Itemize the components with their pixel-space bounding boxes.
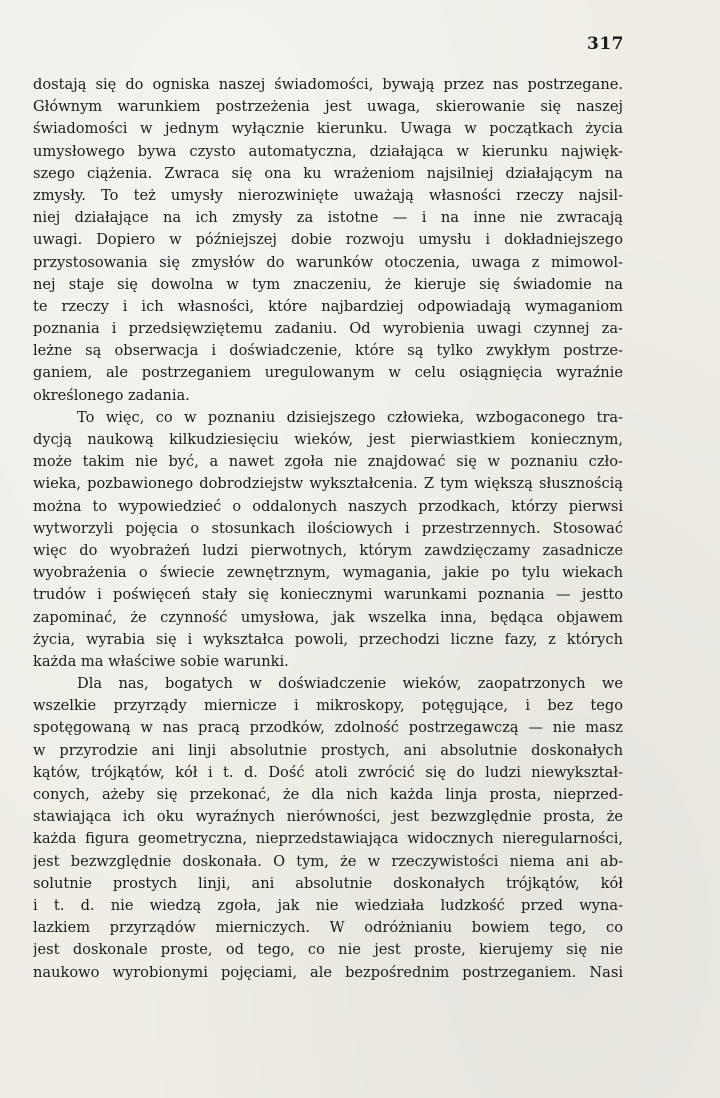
text-line: wieka, pozbawionego dobrodziejstw wykształcenia. Z tym większą słusznością bbox=[33, 475, 623, 493]
text-line: kątów, trójkątów, kół i t. d. Dość atoli zwrócić się do ludzi niewykształ- bbox=[33, 763, 623, 781]
text-line: wytworzyli pojęcia o stosunkach ilościowych i przestrzennych. Stosować bbox=[33, 519, 623, 537]
text-line: lazkiem przyrządów mierniczych. W odróżnianiu bowiem tego, co bbox=[33, 919, 623, 937]
text-line: Dla nas, bogatych w doświadczenie wieków, zaopatrzonych we bbox=[77, 675, 623, 693]
text-line: umysłowego bywa czysto automatyczna, działająca w kierunku najwięk- bbox=[33, 142, 623, 160]
text-line: świadomości w jednym wyłącznie kierunku. Uwaga w początkach życia bbox=[33, 120, 623, 138]
text-line: każda figura geometryczna, nieprzedstawiająca widocznych nieregularności, bbox=[33, 830, 623, 848]
text-line: i t. d. nie wiedzą zgoła, jak nie wiedziała ludzkość przed wyna- bbox=[33, 896, 623, 914]
text-line: To więc, co w poznaniu dzisiejszego człowieka, wzbogaconego tra- bbox=[77, 408, 623, 426]
text-line: dostają się do ogniska naszej świadomości, bywają przez nas postrzegane. bbox=[33, 76, 623, 93]
text-line: spotęgowaną w nas pracą przodków, zdolność postrzegawczą — nie masz bbox=[33, 719, 623, 737]
text-line: niej działające na ich zmysły za istotne — i na inne nie zwracają bbox=[33, 209, 623, 227]
text-line: można to wypowiedzieć o oddalonych naszych przodkach, którzy pierwsi bbox=[33, 497, 623, 515]
body-text bbox=[33, 74, 623, 984]
text-line: Głównym warunkiem postrzeżenia jest uwaga, skierowanie się naszej bbox=[33, 98, 623, 116]
text-line: każda ma właściwe sobie warunki. bbox=[33, 652, 289, 670]
text-line: przystosowania się zmysłów do warunków otoczenia, uwaga z mimowol- bbox=[33, 253, 623, 271]
text-line: określonego zadania. bbox=[33, 386, 190, 404]
text-line: szego ciążenia. Zwraca się ona ku wrażeniom najsilniej działającym na bbox=[33, 164, 623, 182]
page-number: 317 bbox=[587, 34, 624, 54]
text-line: conych, ażeby się przekonać, że dla nich każda linja prosta, nieprzed- bbox=[33, 786, 623, 803]
text-line: wyobrażenia o świecie zewnętrznym, wymagania, jakie po tylu wiekach bbox=[33, 564, 623, 582]
text-line: zapominać, że czynność umysłowa, jak wszelka inna, będąca objawem bbox=[33, 608, 623, 626]
text-line: wszelkie przyrządy miernicze i mikroskopy, potęgujące, i bez tego bbox=[33, 697, 623, 715]
text-line: jest doskonale proste, od tego, co nie jest proste, kierujemy się nie bbox=[33, 941, 623, 959]
text-line: dycją naukową kilkudziesięciu wieków, jest pierwiastkiem koniecznym, bbox=[33, 431, 623, 448]
text-line: uwagi. Dopiero w późniejszej dobie rozwoju umysłu i dokładniejszego bbox=[33, 231, 623, 249]
text-line: naukowo wyrobionymi pojęciami, ale bezpośrednim postrzeganiem. Nasi bbox=[33, 963, 623, 981]
text-line: poznania i przedsięwziętemu zadaniu. Od wyrobienia uwagi czynnej za- bbox=[33, 320, 623, 338]
text-line: solutnie prostych linji, ani absolutnie doskonałych trójkątów, kół bbox=[33, 874, 623, 892]
text-line: nej staje się dowolna w tym znaczeniu, że kieruje się świadomie na bbox=[33, 275, 623, 293]
text-line: te rzeczy i ich własności, które najbardziej odpowiadają wymaganiom bbox=[33, 297, 623, 315]
text-line: stawiająca ich oku wyraźnych nierówności, jest bezwzględnie prosta, że bbox=[33, 808, 623, 826]
text-line: więc do wyobrażeń ludzi pierwotnych, którym zawdzięczamy zasadnicze bbox=[33, 541, 623, 559]
text-line: może takim nie być, a nawet zgoła nie znajdować się w poznaniu czło- bbox=[33, 453, 623, 471]
text-line: trudów i poświęceń stały się koniecznymi warunkami poznania — jestto bbox=[33, 586, 623, 604]
text-line: ganiem, ale postrzeganiem uregulowanym w celu osiągnięcia wyraźnie bbox=[33, 364, 623, 382]
text-line: w przyrodzie ani linji absolutnie prostych, ani absolutnie doskonałych bbox=[33, 741, 623, 759]
text-line: leżne są obserwacja i doświadczenie, które są tylko zwykłym postrze- bbox=[33, 342, 623, 360]
text-line: zmysły. To też umysły nierozwinięte uważają własności rzeczy najsil- bbox=[33, 186, 623, 204]
text-line: jest bezwzględnie doskonała. O tym, że w rzeczywistości niema ani ab- bbox=[33, 852, 623, 870]
text-line: życia, wyrabia się i wykształca powoli, przechodzi liczne fazy, z których bbox=[33, 630, 623, 648]
